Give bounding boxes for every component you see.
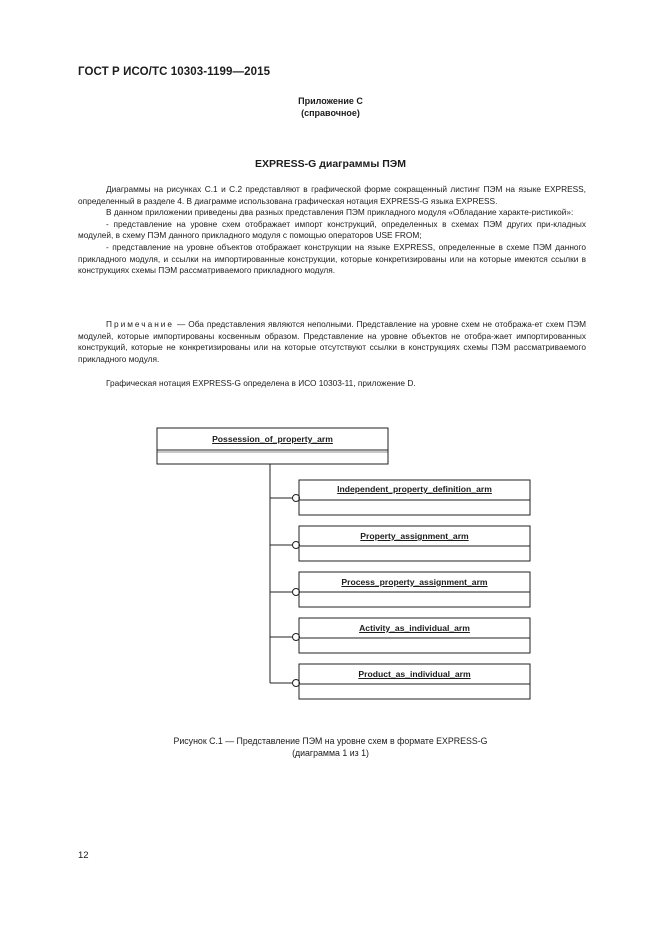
page-number: 12 — [78, 850, 89, 861]
notation-reference: Графическая нотация EXPRESS-G определена в ИСО 10303-11, приложение D. — [106, 378, 416, 388]
schema-label-imported: Process_property_assignment_arm — [341, 577, 488, 587]
schema-label-imported: Property_assignment_arm — [360, 531, 469, 541]
figure-caption — [0, 735, 661, 759]
schema-label-imported: Activity_as_individual_arm — [359, 623, 470, 633]
paragraph: В данном приложении приведены два разных представления ПЭМ прикладного модуля «Обладание характе-ристикой»: — [106, 207, 574, 218]
caption-line-1: Рисунок С.1 — Представление ПЭМ на уровне схем в формате EXPRESS-G — [173, 736, 488, 746]
note-label: Примечание — [106, 319, 175, 329]
schema-label-imported: Independent_property_definition_arm — [337, 484, 492, 494]
paragraph: - представление на уровне схем отображает импорт конструкций, определенных в схемах ПЭМ других при-кладных модулей, в схему ПЭМ данного прикладного модуля с помощью операторов USE FROM; — [78, 218, 586, 241]
document-header: ГОСТ Р ИСО/ТС 10303-1199—2015 — [78, 66, 271, 78]
annex-title: Приложение С — [298, 96, 363, 106]
schema-label-main: Possession_of_property_arm — [212, 434, 333, 444]
note-text: — Оба представления являются неполными. Представление на уровне схем не отобража-ет схем ПЭМ модулей, которые импортированы косвенным образом. Представление на уровне объектов не отобра-жает импортированных конструкций, которые не конкретизированы или на которые отсутствуют ссылки в конструкциях схемы ПЭМ рассматриваемого прикладного модуля. — [78, 319, 586, 364]
section-title: EXPRESS-G диаграммы ПЭМ — [255, 158, 406, 170]
annex-subtitle: (справочное) — [301, 108, 360, 118]
paragraph: Диаграммы на рисунках С.1 и С.2 представляют в графической форме сокращенный листинг ПЭМ на языке EXPRESS, определенный в разделе 4. В диаграмме использована графическая нотация EXPRESS-G языка EXPRESS. — [78, 184, 586, 206]
schema-label-imported: Product_as_individual_arm — [358, 669, 471, 679]
caption-line-2: (диаграмма 1 из 1) — [292, 748, 369, 758]
paragraph: - представление на уровне объектов отображает конструкции на языке EXPRESS, определенные в схеме ПЭМ данного прикладного модуля, и ссылки на импортированные конструкции, которые конкретизированы или на которые имеются ссылки в конструкциях схемы ПЭМ рассматриваемого прикладного модуля. — [78, 241, 586, 276]
